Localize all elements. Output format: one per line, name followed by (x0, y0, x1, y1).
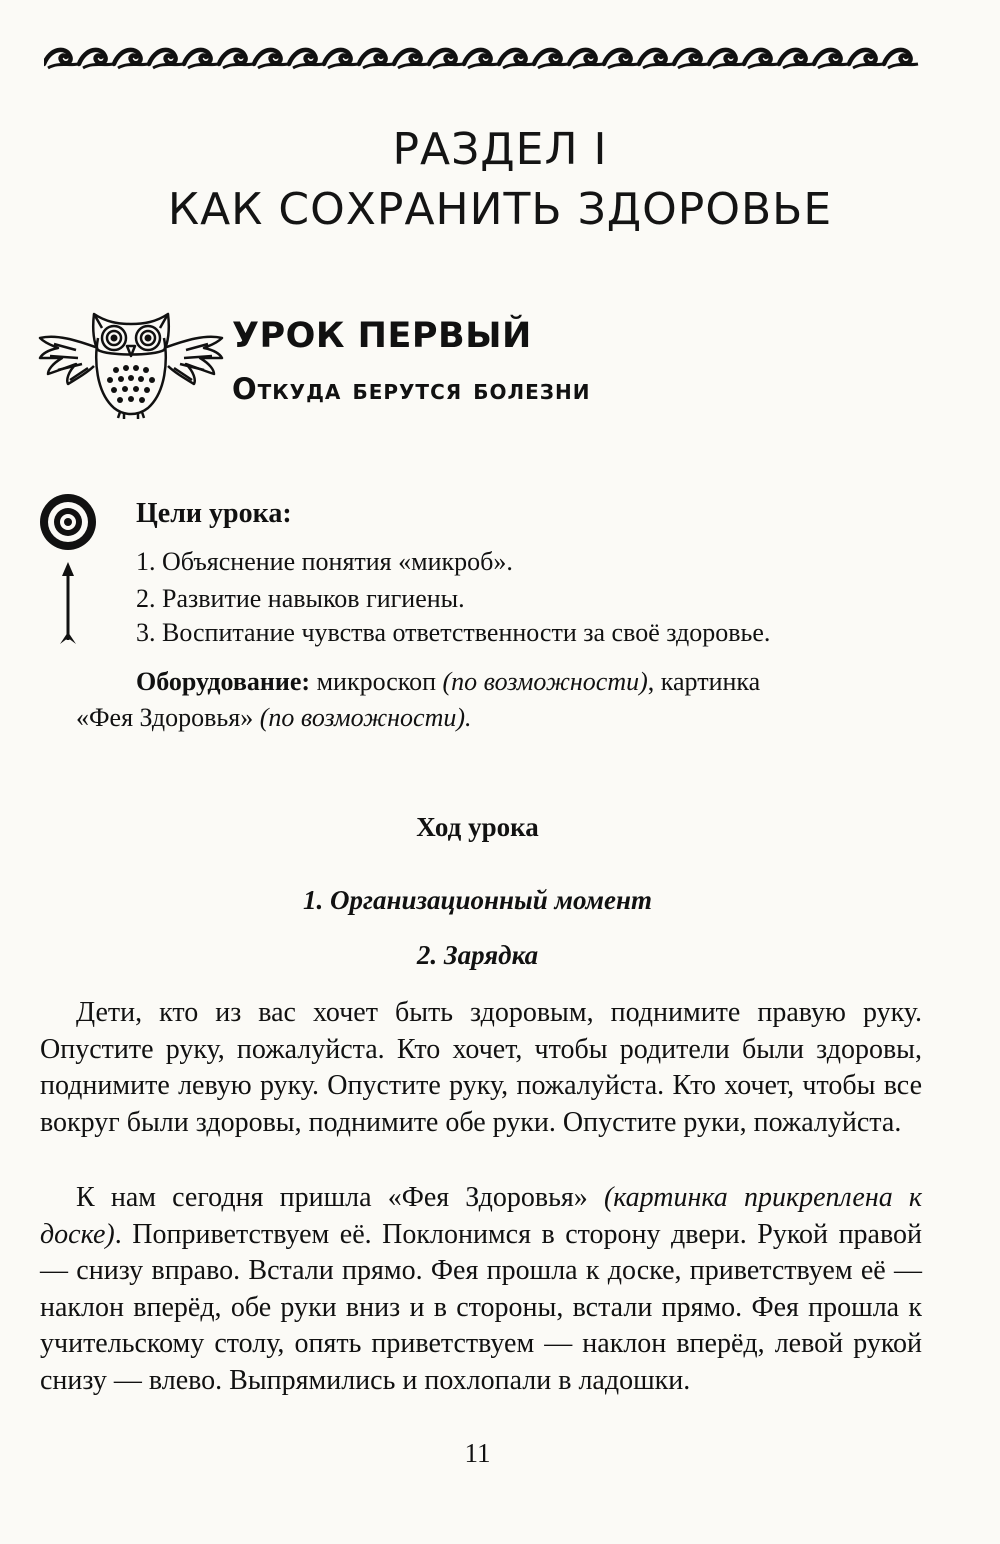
lesson-flow-title: Ход урока (416, 812, 539, 842)
wave-segment (44, 50, 78, 68)
section-number: РАЗДЕЛ I (392, 124, 608, 175)
wave-segment (849, 50, 883, 68)
equipment (76, 664, 936, 736)
wave-segment (324, 50, 358, 68)
goal-item: 2. Развитие навыков гигиены. (136, 584, 465, 613)
target-arrow-icon (38, 492, 98, 652)
paragraph (40, 1180, 922, 1399)
wave-ornament (44, 42, 924, 72)
wave-segment (359, 50, 393, 68)
equipment-item: микроскоп (316, 667, 436, 696)
wave-segment (464, 50, 498, 68)
paragraph-note: (картинка прикреплена к доске) (40, 1182, 922, 1250)
wave-segment (814, 50, 848, 68)
equipment-note: (по возможности). (259, 703, 472, 732)
goal-item: 3. Воспитание чувства ответственности за своё здоровье. (136, 618, 771, 647)
goal-item: 1. Объяснение понятия «микроб». (136, 547, 513, 576)
wave-segment (149, 50, 183, 68)
page-number: 11 (464, 1438, 491, 1468)
lesson-number: УРОК ПЕРВЫЙ (232, 316, 532, 356)
wave-segment (289, 50, 323, 68)
equipment-item: , картинка (647, 667, 761, 696)
paragraph: Дети, кто из вас хочет быть здоровым, поднимите правую руку. Опустите руку, пожалуйста. Кто хочет, чтобы родители были здоровы, поднимите левую руку. Опустите руку, пожалуйста. Кто хочет, чтобы все вокруг были здоровы, поднимите обе руки. Опустите руки, пожалуйста. (40, 997, 922, 1138)
equipment-item: «Фея Здоровья» (76, 703, 254, 732)
wave-segment (884, 50, 918, 68)
equipment-label: Оборудование: (136, 667, 311, 696)
wave-segment (639, 50, 673, 68)
wave-segment (254, 50, 288, 68)
wave-segment (709, 50, 743, 68)
wave-segment (779, 50, 813, 68)
wave-segment (534, 50, 568, 68)
wave-segment (674, 50, 708, 68)
step-heading: 1. Организационный момент (303, 885, 652, 915)
wave-segment (114, 50, 148, 68)
step-heading: 2. Зарядка (416, 940, 539, 970)
lesson-title: Откуда берутся болезни (232, 372, 591, 406)
wave-segment (79, 50, 113, 68)
wave-segment (394, 50, 428, 68)
wave-segment (569, 50, 603, 68)
wave-segment (219, 50, 253, 68)
paragraph-text: К нам сегодня пришла «Фея Здоровья» (76, 1182, 588, 1213)
wave-segment (744, 50, 778, 68)
wave-segment (184, 50, 218, 68)
wave-segment (604, 50, 638, 68)
paragraph-text: . Поприветствуем её. Поклонимся в сторону двери. Рукой правой — снизу вправо. Встали прямо. Фея прошла к доске, приветствуем её — наклон вперёд, обе руки вниз и в стороны, встали прямо. Фея прошла к учительскому столу, опять приветствуем — наклон вперёд, левой рукой снизу — влево. Выпрямились и похлопали в ладошки. (40, 1218, 922, 1396)
equipment-note: (по возможности) (442, 667, 648, 696)
goals-title: Цели урока: (136, 498, 292, 529)
wave-segment (429, 50, 463, 68)
wave-segment (499, 50, 533, 68)
owl-icon (36, 300, 226, 420)
section-title: КАК СОХРАНИТЬ ЗДОРОВЬЕ (167, 184, 833, 235)
